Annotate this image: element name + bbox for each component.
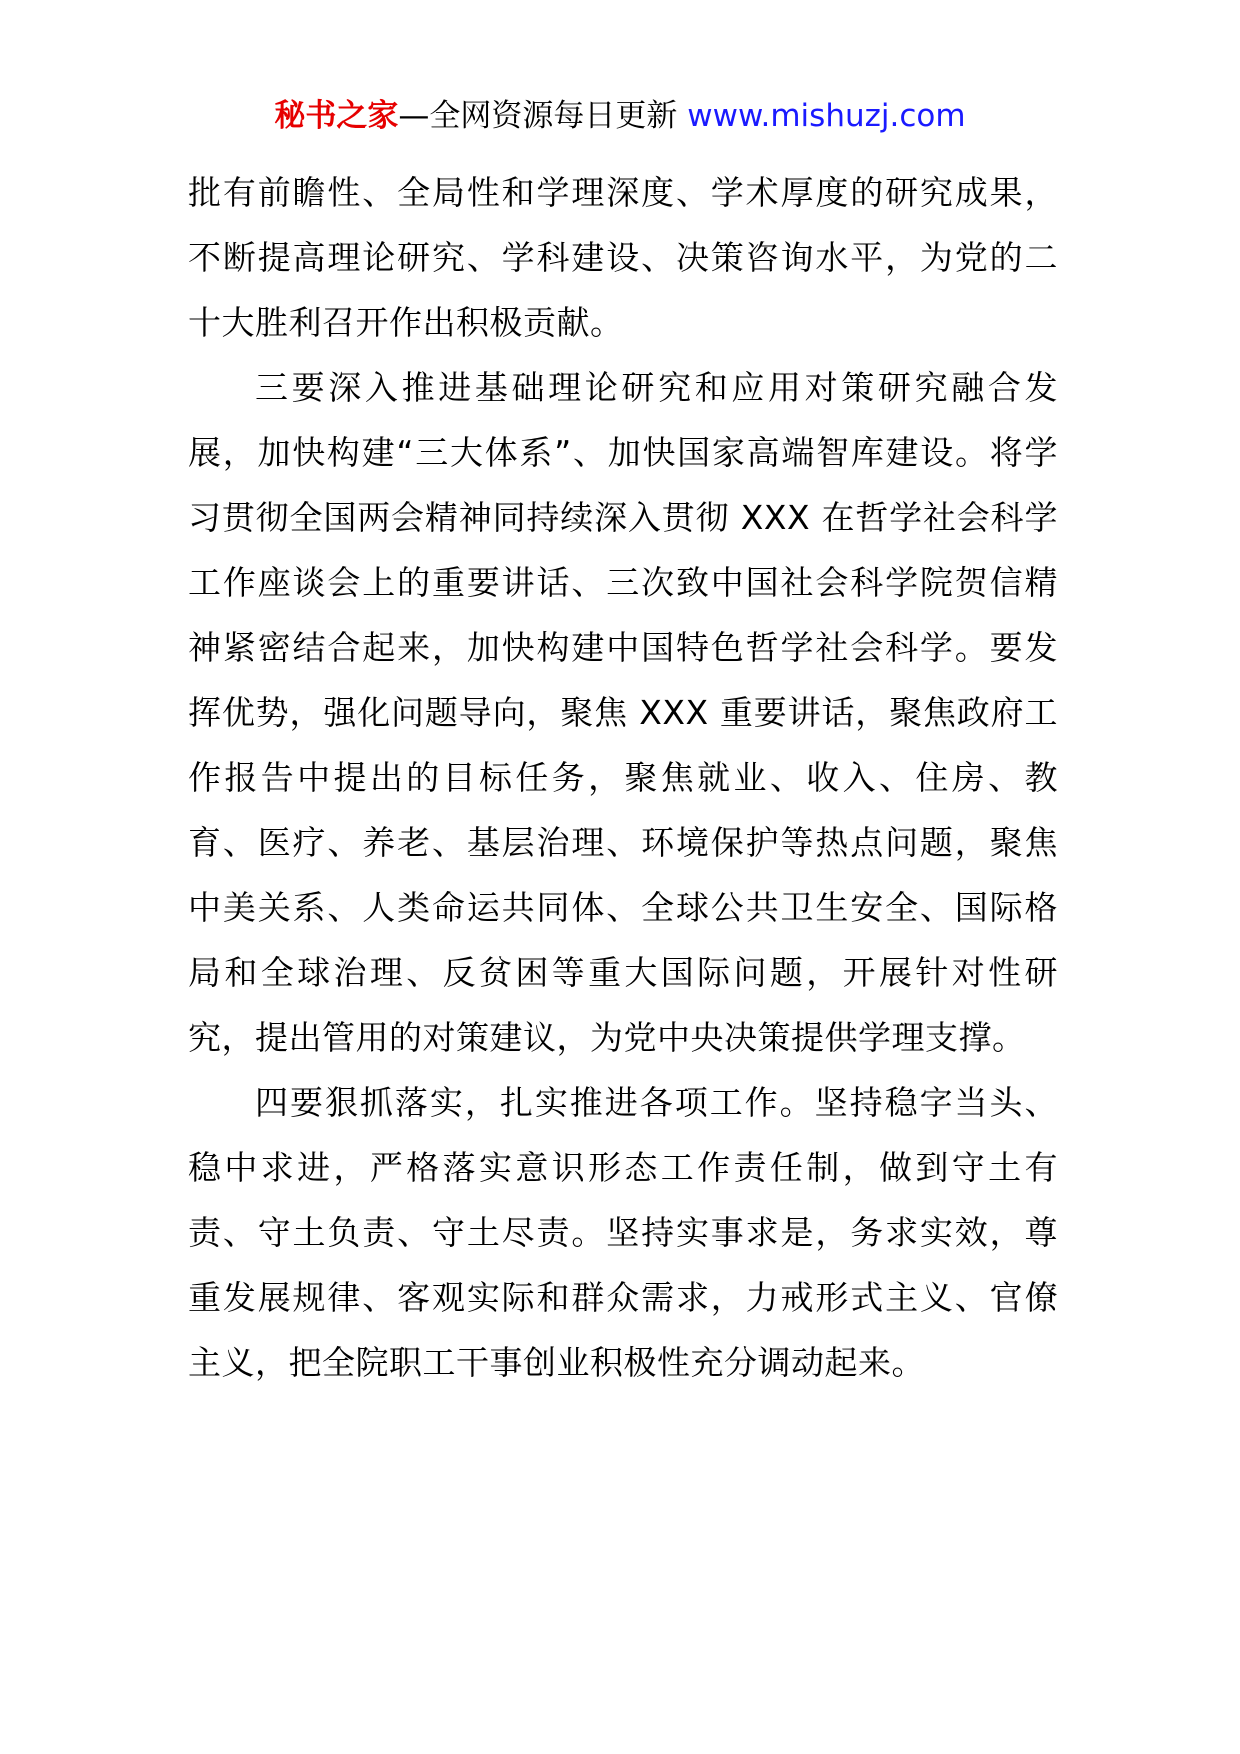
site-tagline: —全网资源每日更新: [398, 98, 688, 134]
site-url-link[interactable]: www.mishuzj.com: [687, 98, 966, 134]
site-brand: 秘书之家: [274, 98, 399, 134]
document-body: [188, 160, 1058, 1395]
site-header: [0, 96, 1240, 136]
paragraph-point-three: 三要深入推进基础理论研究和应用对策研究融合发展，加快构建“三大体系”、加快国家高端智库建设。将学习贯彻全国两会精神同持续深入贯彻 XXX 在哲学社会科学工作座谈会上的重要讲话、三次致中国社会科学院贺信精神紧密结合起来，加快构建中国特色哲学社会科学。要发挥优势，强化问题导向，聚焦 XXX 重要讲话，聚焦政府工作报告中提出的目标任务，聚焦就业、收入、住房、教育、医疗、养老、基层治理、环境保护等热点问题，聚焦中美关系、人类命运共同体、全球公共卫生安全、国际格局和全球治理、反贫困等重大国际问题，开展针对性研究，提出管用的对策建议，为党中央决策提供学理支撑。: [188, 368, 1058, 1057]
paragraph-point-four: 四要狠抓落实，扎实推进各项工作。坚持稳字当头、稳中求进，严格落实意识形态工作责任制，做到守土有责、守土负责、守土尽责。坚持实事求是，务求实效，尊重发展规律、客观实际和群众需求，力戒形式主义、官僚主义，把全院职工干事创业积极性充分调动起来。: [188, 1083, 1058, 1382]
paragraph-continuation: 批有前瞻性、全局性和学理深度、学术厚度的研究成果，不断提高理论研究、学科建设、决策咨询水平，为党的二十大胜利召开作出积极贡献。: [188, 173, 1058, 342]
